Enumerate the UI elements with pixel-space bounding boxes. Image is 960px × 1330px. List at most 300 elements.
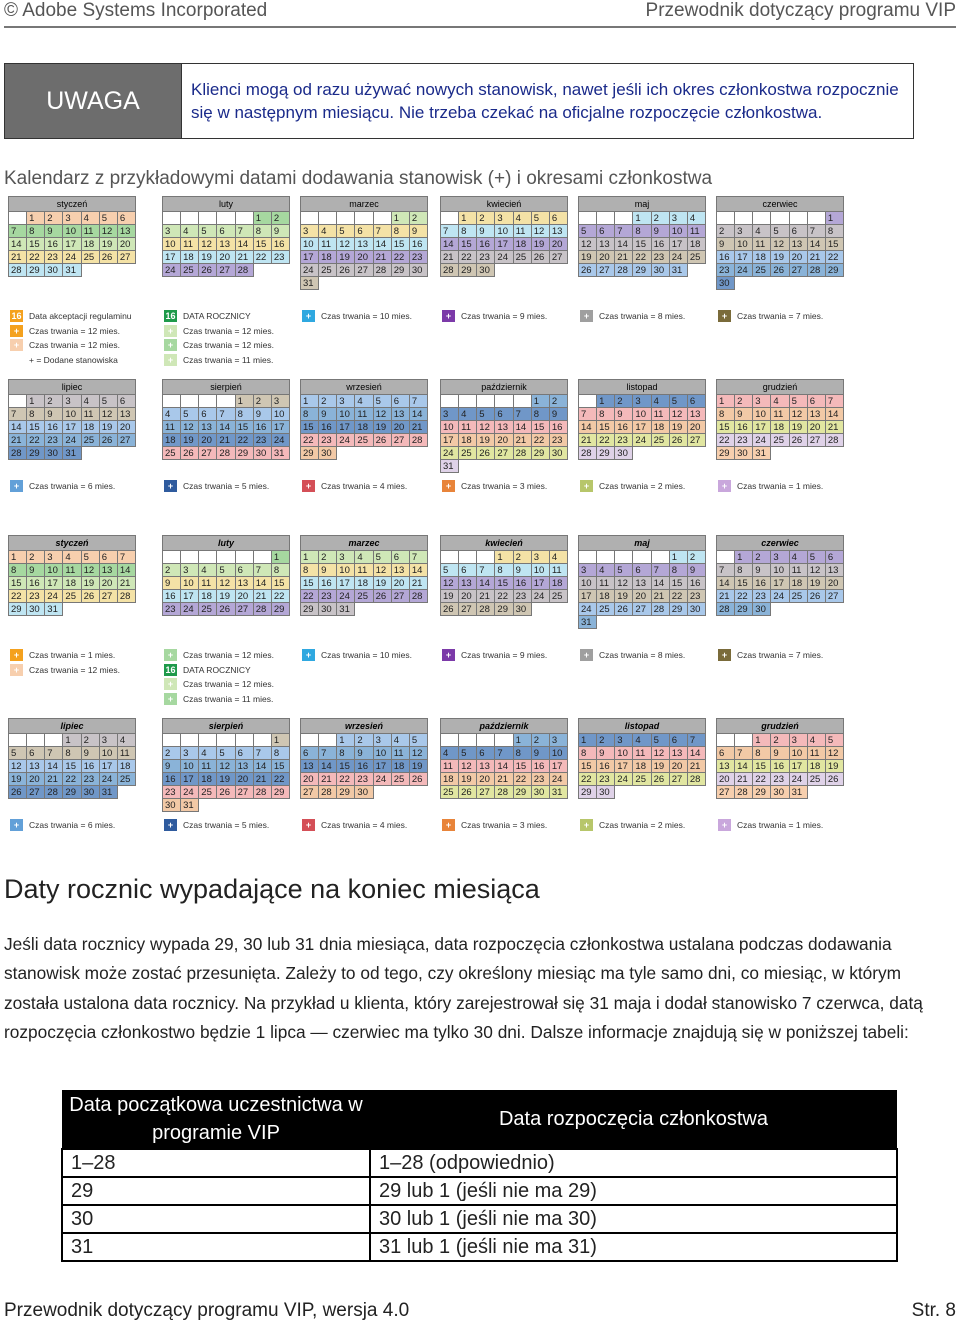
- calendar-day: 31: [579, 616, 597, 629]
- calendar-grid: [8, 395, 136, 460]
- calendar-day: 4: [808, 734, 826, 747]
- calendar-day: 28: [236, 264, 254, 277]
- calendar-day: 7: [374, 225, 392, 238]
- calendar-day: 11: [771, 408, 789, 421]
- calendar-day: 23: [514, 590, 532, 603]
- calendar-day: 10: [181, 760, 199, 773]
- calendar-month-name: sierpień: [162, 718, 290, 734]
- calendar-day: 29: [459, 264, 477, 277]
- calendar-day: 18: [118, 760, 136, 773]
- legend-row-item: [580, 309, 685, 324]
- calendar-day: 13: [100, 564, 118, 577]
- calendar-day: 21: [477, 590, 495, 603]
- calendar-empty-cell: [441, 395, 459, 408]
- calendar-day: 27: [459, 603, 477, 616]
- calendar-day: 24: [63, 434, 81, 447]
- calendar-day: 31: [63, 447, 81, 460]
- calendar-day: 16: [319, 421, 337, 434]
- calendar-day: 21: [217, 434, 235, 447]
- calendar-empty-cell: [27, 734, 45, 747]
- table-row: [62, 1177, 897, 1205]
- calendar-day: 2: [254, 395, 272, 408]
- legend-row-item: [718, 648, 823, 663]
- calendar-day: 22: [514, 773, 532, 786]
- calendar-day: 27: [392, 434, 410, 447]
- calendar-day: 26: [579, 264, 597, 277]
- calendar-day: 17: [374, 760, 392, 773]
- calendar-day: 9: [163, 577, 181, 590]
- calendar-day: 21: [579, 434, 597, 447]
- calendar-day: 12: [199, 238, 217, 251]
- calendar-day: 5: [532, 212, 550, 225]
- calendar-day: 11: [550, 564, 568, 577]
- calendar-month: [162, 196, 290, 277]
- calendar-day: 10: [63, 408, 81, 421]
- calendar-day: 2: [355, 734, 373, 747]
- calendar-day: 10: [163, 238, 181, 251]
- calendar-day: 29: [301, 603, 319, 616]
- calendar-day: 4: [82, 395, 100, 408]
- calendar-day: 13: [826, 564, 844, 577]
- note-label: UWAGA: [5, 64, 182, 138]
- calendar-day: 9: [597, 747, 615, 760]
- calendar-day: 13: [301, 760, 319, 773]
- calendar-empty-cell: [163, 551, 181, 564]
- calendar-day: 21: [254, 773, 272, 786]
- calendar-day: 22: [9, 590, 27, 603]
- calendar-day: 7: [254, 747, 272, 760]
- calendar-day: 27: [495, 447, 513, 460]
- calendar-day: 30: [735, 447, 753, 460]
- calendar-day: 17: [550, 760, 568, 773]
- legend-swatch: +: [302, 649, 315, 661]
- legend-item: [718, 648, 823, 663]
- calendar-day: 6: [670, 734, 688, 747]
- legend-item: [442, 648, 547, 663]
- calendar-day: 8: [579, 747, 597, 760]
- calendar-day: 5: [199, 225, 217, 238]
- calendar-day: 13: [477, 760, 495, 773]
- calendar-day: 5: [374, 551, 392, 564]
- calendar-month-name: styczeń: [8, 535, 136, 551]
- calendar-day: 27: [236, 786, 254, 799]
- calendar-empty-cell: [717, 734, 735, 747]
- calendar-day: 2: [735, 395, 753, 408]
- calendar-day: 6: [790, 225, 808, 238]
- calendar-day: 17: [495, 238, 513, 251]
- calendar-day: 6: [826, 551, 844, 564]
- calendar-day: 21: [717, 590, 735, 603]
- calendar-day: 24: [615, 773, 633, 786]
- calendar-day: 24: [163, 264, 181, 277]
- calendar-day: 17: [63, 421, 81, 434]
- calendar-day: 7: [495, 747, 513, 760]
- calendar-day: 23: [597, 773, 615, 786]
- calendar-day: 30: [514, 603, 532, 616]
- calendar-day: 7: [717, 564, 735, 577]
- calendar-day: 25: [392, 773, 410, 786]
- calendar-day: 27: [199, 447, 217, 460]
- calendar-day: 23: [45, 251, 63, 264]
- calendar-day: 23: [163, 786, 181, 799]
- legend-swatch: +: [164, 819, 177, 831]
- calendar-day: 18: [597, 590, 615, 603]
- calendar-day: 19: [9, 773, 27, 786]
- calendar-grid: [440, 551, 568, 616]
- calendar-day: 17: [63, 238, 81, 251]
- legend-item: [10, 818, 115, 833]
- calendar-day: 20: [100, 577, 118, 590]
- calendar-day: 10: [670, 225, 688, 238]
- calendar-day: 24: [337, 434, 355, 447]
- calendar-day: 7: [826, 395, 844, 408]
- legend-text: Czas trwania = 1 mies.: [737, 481, 824, 491]
- calendar-day: 4: [790, 551, 808, 564]
- calendar-day: 8: [236, 408, 254, 421]
- legend-row-item: [164, 818, 269, 833]
- calendar-day: 28: [217, 447, 235, 460]
- calendar-day: 11: [790, 564, 808, 577]
- calendar-day: 9: [319, 564, 337, 577]
- calendar-day: 12: [181, 421, 199, 434]
- calendar-day: 21: [9, 434, 27, 447]
- calendar-day: 31: [100, 786, 118, 799]
- calendar-day: 3: [100, 734, 118, 747]
- calendar-month-name: maj: [578, 535, 706, 551]
- calendar-day: 30: [532, 786, 550, 799]
- calendar-day: 2: [45, 212, 63, 225]
- legend-row-item: [442, 479, 547, 494]
- calendar-day: 4: [392, 734, 410, 747]
- calendar-day: 6: [217, 225, 235, 238]
- calendar-day: 12: [790, 408, 808, 421]
- calendar-day: 15: [495, 577, 513, 590]
- calendar-day: 26: [199, 264, 217, 277]
- calendar-grid: [162, 551, 290, 616]
- calendar-day: 10: [100, 747, 118, 760]
- calendar-day: 19: [217, 590, 235, 603]
- calendar-day: 6: [633, 564, 651, 577]
- calendar-empty-cell: [514, 395, 532, 408]
- calendar-month: [716, 196, 844, 290]
- calendar-day: 21: [441, 251, 459, 264]
- calendar-day: 4: [633, 734, 651, 747]
- calendar-grid: [300, 395, 428, 460]
- calendar-day: 21: [45, 773, 63, 786]
- calendar-month-name: marzec: [300, 535, 428, 551]
- page-header: [4, 0, 956, 28]
- calendar-day: 21: [826, 421, 844, 434]
- calendar-day: 25: [63, 590, 81, 603]
- calendar-day: 31: [301, 277, 319, 290]
- calendar-empty-cell: [441, 551, 459, 564]
- calendar-day: 7: [735, 747, 753, 760]
- calendar-day: 26: [441, 603, 459, 616]
- calendar-day: 6: [355, 225, 373, 238]
- legend-item: [164, 338, 274, 353]
- calendar-day: 14: [254, 577, 272, 590]
- calendar-day: 17: [615, 760, 633, 773]
- calendar-month-name: listopad: [578, 718, 706, 734]
- calendar-day: 10: [301, 238, 319, 251]
- calendar-month: [300, 535, 428, 616]
- legend-swatch: +: [302, 480, 315, 492]
- calendar-day: 29: [579, 786, 597, 799]
- calendar-empty-cell: [181, 551, 199, 564]
- calendar-day: 10: [272, 408, 290, 421]
- calendar-day: 22: [579, 773, 597, 786]
- calendar-day: 17: [753, 421, 771, 434]
- calendar-day: 1: [63, 734, 81, 747]
- calendar-day: 28: [9, 264, 27, 277]
- calendar-day: 3: [753, 395, 771, 408]
- calendar-month: [716, 718, 844, 799]
- calendar-day: 7: [514, 408, 532, 421]
- calendar-day: 17: [441, 434, 459, 447]
- calendar-day: 24: [337, 590, 355, 603]
- calendar-day: 16: [597, 760, 615, 773]
- calendar-day: 16: [45, 421, 63, 434]
- calendar-day: 20: [477, 773, 495, 786]
- calendar-day: 11: [319, 238, 337, 251]
- calendar-day: 22: [27, 251, 45, 264]
- calendar-day: 3: [441, 408, 459, 421]
- calendar-month-name: październik: [440, 379, 568, 395]
- calendar-month: [440, 379, 568, 473]
- calendar-empty-cell: [319, 212, 337, 225]
- calendar-day: 25: [514, 251, 532, 264]
- calendar-day: 6: [27, 747, 45, 760]
- legend-item: [718, 479, 823, 494]
- legend-row-item: [442, 309, 547, 324]
- calendar-month-name: marzec: [300, 196, 428, 212]
- calendar-day: 6: [717, 747, 735, 760]
- calendar-day: 23: [163, 603, 181, 616]
- calendar-day: 26: [410, 773, 428, 786]
- calendar-month: [716, 535, 844, 616]
- calendar-day: 6: [495, 408, 513, 421]
- calendar-day: 15: [236, 421, 254, 434]
- calendar-empty-cell: [199, 212, 217, 225]
- calendar-day: 23: [355, 773, 373, 786]
- calendar-day: 19: [100, 238, 118, 251]
- calendar-day: 22: [633, 251, 651, 264]
- calendar-day: 26: [615, 603, 633, 616]
- calendar-day: 24: [301, 264, 319, 277]
- calendar-day: 14: [9, 238, 27, 251]
- calendar-day: 31: [790, 786, 808, 799]
- calendar-day: 20: [236, 773, 254, 786]
- calendar-day: 9: [717, 238, 735, 251]
- legend-row-item: [580, 648, 685, 663]
- calendar-day: 3: [337, 551, 355, 564]
- calendar-day: 26: [670, 434, 688, 447]
- calendar-day: 7: [118, 551, 136, 564]
- calendar-day: 15: [579, 760, 597, 773]
- calendar-day: 6: [118, 212, 136, 225]
- legend-row-item: [10, 479, 115, 494]
- calendar-day: 31: [181, 799, 199, 812]
- legend-swatch: +: [302, 310, 315, 322]
- calendar-day: 14: [254, 760, 272, 773]
- calendar-day: 14: [615, 238, 633, 251]
- calendar-day: 4: [514, 212, 532, 225]
- legend-text: Czas trwania = 12 mies.: [183, 650, 274, 660]
- calendar-month: [578, 196, 706, 277]
- calendar-day: 7: [45, 747, 63, 760]
- calendar-day: 11: [355, 408, 373, 421]
- calendar-day: 12: [9, 760, 27, 773]
- calendar-day: 2: [615, 395, 633, 408]
- calendar-day: 18: [163, 434, 181, 447]
- legend-swatch: +: [302, 819, 315, 831]
- calendar-day: 23: [82, 773, 100, 786]
- calendar-day: 4: [441, 747, 459, 760]
- calendar-day: 2: [771, 734, 789, 747]
- calendar-day: 17: [301, 251, 319, 264]
- calendar-day: 10: [615, 747, 633, 760]
- calendar-day: 5: [217, 747, 235, 760]
- calendar-day: 8: [753, 747, 771, 760]
- legend-row-item: [718, 479, 823, 494]
- calendar-day: 1: [9, 551, 27, 564]
- calendar-month: [8, 379, 136, 460]
- calendar-day: 9: [319, 408, 337, 421]
- calendar-day: 24: [790, 773, 808, 786]
- calendar-day: 21: [615, 251, 633, 264]
- calendar-day: 19: [808, 577, 826, 590]
- calendar-day: 15: [597, 421, 615, 434]
- calendar-day: 10: [579, 577, 597, 590]
- calendar-day: 27: [633, 603, 651, 616]
- calendar-day: 5: [615, 564, 633, 577]
- calendar-day: 28: [441, 264, 459, 277]
- calendar-day: 16: [615, 421, 633, 434]
- legend-item: [164, 479, 269, 494]
- calendar-day: 26: [771, 264, 789, 277]
- calendar-day: 9: [532, 747, 550, 760]
- calendar-day: 19: [790, 421, 808, 434]
- calendar-day: 14: [45, 760, 63, 773]
- calendar-day: 20: [392, 421, 410, 434]
- calendar-day: 14: [826, 408, 844, 421]
- calendar-day: 22: [301, 590, 319, 603]
- calendar-day: 3: [771, 551, 789, 564]
- calendar-empty-cell: [217, 551, 235, 564]
- calendar-day: 23: [717, 264, 735, 277]
- calendar-day: 13: [459, 577, 477, 590]
- calendar-day: 24: [495, 251, 513, 264]
- calendar-empty-cell: [254, 551, 272, 564]
- calendar-day: 9: [771, 747, 789, 760]
- calendar-day: 17: [100, 760, 118, 773]
- calendar-day: 14: [514, 421, 532, 434]
- calendar-day: 9: [688, 564, 706, 577]
- calendar-day: 2: [82, 734, 100, 747]
- calendar-day: 3: [181, 747, 199, 760]
- calendar-empty-cell: [441, 734, 459, 747]
- header-guide-title: Przewodnik dotyczący programu VIP: [645, 0, 956, 21]
- calendar-day: 8: [272, 747, 290, 760]
- calendar-day: 3: [45, 551, 63, 564]
- table-cell: 30 lub 1 (jeśli nie ma 30): [370, 1205, 897, 1233]
- calendar-day: 11: [199, 760, 217, 773]
- calendar-month-name: czerwiec: [716, 535, 844, 551]
- calendar-day: 5: [100, 395, 118, 408]
- legend-swatch: +: [718, 480, 731, 492]
- legend-row-item: [442, 818, 547, 833]
- calendar-day: 27: [118, 434, 136, 447]
- calendar-day: 5: [410, 734, 428, 747]
- calendar-day: 20: [790, 251, 808, 264]
- legend-swatch: +: [164, 693, 177, 705]
- calendar-day: 17: [272, 421, 290, 434]
- calendar-empty-cell: [301, 734, 319, 747]
- calendar-day: 21: [688, 760, 706, 773]
- table-cell: 31: [62, 1233, 370, 1261]
- calendar-day: 18: [319, 251, 337, 264]
- calendar-day: 12: [808, 564, 826, 577]
- calendar-day: 25: [633, 773, 651, 786]
- calendar-day: 3: [337, 395, 355, 408]
- calendar-day: 18: [790, 577, 808, 590]
- calendar-day: 2: [597, 734, 615, 747]
- calendar-day: 26: [82, 590, 100, 603]
- calendar-day: 30: [477, 264, 495, 277]
- calendar-day: 30: [753, 603, 771, 616]
- calendar-day: 17: [532, 577, 550, 590]
- calendar-empty-cell: [579, 395, 597, 408]
- calendar-empty-cell: [337, 212, 355, 225]
- calendar-day: 16: [532, 760, 550, 773]
- table-cell: 1–28 (odpowiednio): [370, 1149, 897, 1177]
- legend-swatch: 16: [165, 311, 176, 322]
- calendar-day: 21: [652, 590, 670, 603]
- calendar-day: 29: [27, 264, 45, 277]
- calendar-day: 27: [477, 786, 495, 799]
- calendar-day: 16: [410, 238, 428, 251]
- calendar-day: 1: [272, 734, 290, 747]
- calendar-day: 19: [441, 590, 459, 603]
- calendar-empty-cell: [579, 212, 597, 225]
- calendar-day: 27: [236, 603, 254, 616]
- calendar-grid: [578, 212, 706, 277]
- calendar-day: 26: [808, 590, 826, 603]
- calendar-day: 9: [163, 760, 181, 773]
- legend-text: Czas trwania = 4 mies.: [321, 820, 408, 830]
- calendar-day: 9: [45, 408, 63, 421]
- calendar-day: 27: [597, 264, 615, 277]
- calendar-empty-cell: [163, 212, 181, 225]
- calendar-day: 7: [319, 747, 337, 760]
- calendar-day: 8: [301, 408, 319, 421]
- calendar-day: 28: [717, 603, 735, 616]
- calendar-day: 31: [550, 786, 568, 799]
- calendar-day: 3: [579, 564, 597, 577]
- calendar-day: 17: [337, 577, 355, 590]
- calendar-day: 14: [118, 564, 136, 577]
- calendar-day: 8: [495, 564, 513, 577]
- calendar-day: 30: [597, 786, 615, 799]
- calendar-day: 4: [118, 734, 136, 747]
- calendar-day: 8: [63, 747, 81, 760]
- calendar-day: 13: [790, 238, 808, 251]
- calendar-day: 10: [181, 577, 199, 590]
- calendar-month-name: grudzień: [716, 379, 844, 395]
- calendar-day: 25: [82, 251, 100, 264]
- calendar-day: 5: [808, 551, 826, 564]
- calendar-day: 29: [735, 603, 753, 616]
